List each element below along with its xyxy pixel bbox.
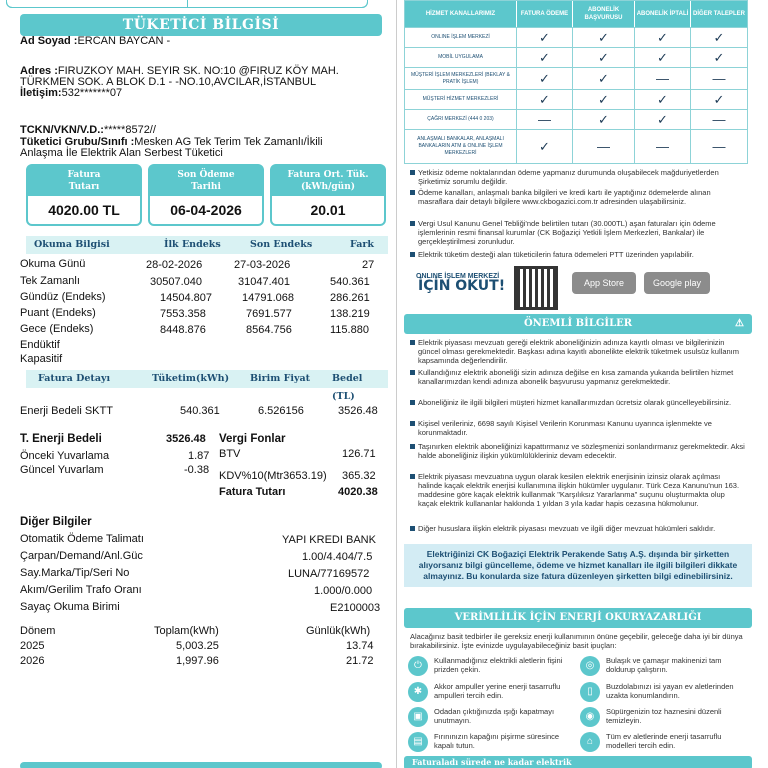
tip-item: ⏻ Kullanmadığınız elektrikli aletlerin fişini prizden çekin. xyxy=(408,654,578,680)
energy-cost-label: Enerji Bedeli SKTT xyxy=(20,405,113,417)
efficiency-intro: Alacağınız basit tedbirler ile gereksiz enerji kullanımının önüne geçebilir, geleceğe daha iyi bir dünya bırakabilirsiniz. İşte evinizde uygulayabileceğiniz basit ipuçları: xyxy=(410,632,743,650)
oven-icon: ▤ xyxy=(408,732,428,752)
due-date-value: 06-04-2026 xyxy=(170,202,242,218)
right-column xyxy=(404,0,754,768)
notice-box: Elektriğinizi CK Boğaziçi Elektrik Perakende Satış A.Ş. dışında bir şirketten alıyorsanız bilgi güncelleme, ödeme ve hizmet kanalları ile ilgili bilgileri dikkate almayınız. Bu konularda size fatura düzenleyen şirketten bilgi edinebilirsiniz. xyxy=(404,544,752,587)
plug-icon: ⏻ xyxy=(408,656,428,676)
efficiency-title: VERİMLİLİK İÇİN ENERJİ OKURYAZARLIĞI xyxy=(404,608,752,628)
group-line2: Anlaşma İle Elektrik Alan Serbest Tüketici xyxy=(20,147,223,159)
table-row: ANLAŞMALI BANKALAR, ANLAŞMALI BANKALARIN ATM & ONLINE İŞLEM MERKEZLERİ ✓ — — — xyxy=(405,129,747,163)
tip-item: ◉ Süpürgenizin toz haznesini düzenli temizleyin. xyxy=(580,705,750,731)
table-row: MÜŞTERİ HİZMET MERKEZLERİ ✓ ✓ ✓ ✓ xyxy=(405,89,747,109)
consumer-section-title: TÜKETİCİ BİLGİSİ xyxy=(20,14,382,36)
address-line1: Adres :FIRUZKOY MAH. SEYIR SK. NO:10 @FIRUZ KÖY MAH. xyxy=(20,65,339,77)
reading-header: Okuma Bilgisi İlk Endeks Son Endeks Fark xyxy=(26,236,388,254)
fridge-icon: ▯ xyxy=(580,682,600,702)
total-energy-value: 3526.48 xyxy=(166,433,206,445)
vacuum-icon: ◉ xyxy=(580,707,600,727)
invoice-total-label: Fatura Tutarı xyxy=(219,486,286,498)
app-store-badge[interactable]: App Store xyxy=(572,272,636,294)
important-item: Kullandığınız elektrik aboneliği sizin adınıza değilse en kısa zamanda yukarıda belirtilen hizmet kanallarımızdan kendi adınıza abonelik başvurusu yapmanız gerekmektedir. xyxy=(410,368,746,386)
note-item: Vergi Usul Kanunu Genel Tebliği'nde belirtilen tutarı (30.000TL) aşan faturaları için ödeme işlemlerinin resmi finansal kurumlar (CK Boğaziçi Yetkili İşlem Merkezleri, Bankalar) ile gerçekleştirilmesi zorunludur. xyxy=(410,219,746,246)
tckn-line: TCKN/VKN/V.D.:*****8572// xyxy=(20,124,156,136)
note-item: Elektrik tüketim desteği alan tüketicilerin fatura ödemeleri PTT üzerinden yapılabilir. xyxy=(410,250,746,259)
google-play-badge[interactable]: Google play xyxy=(644,272,710,294)
note-item: Ödeme kanalları, anlaşmalı banka bilgileri ve kredi kartı ile yaptığınız ödemelerde alınan masraflara dair detaylı bilgilere www.ckbogazici.com.tr adresinden ulaşabilirsiniz. xyxy=(410,188,746,206)
invoice-total-value: 4020.38 xyxy=(338,486,378,498)
reading-label: Okuma Günü xyxy=(20,258,86,270)
tip-item: ✱ Akkor ampuller yerine enerji tasarruflu ampulleri tercih edin. xyxy=(408,680,578,706)
tax-title: Vergi Fonlar xyxy=(219,433,286,445)
table-row: MOBİL UYGULAMA ✓ ✓ ✓ ✓ xyxy=(405,47,747,67)
page-divider xyxy=(396,0,397,768)
invoice-amount-box: Fatura Tutarı 4020.00 TL xyxy=(26,164,142,226)
washer-icon: ◎ xyxy=(580,656,600,676)
tip-item: ◎ Bulaşık ve çamaşır makinenizi tam doldurup çalıştırın. xyxy=(580,654,750,680)
group-line1: Tüketici Grubu/Sınıfı :Mesken AG Tek Terim Tek Zamanlı/İkili xyxy=(20,136,323,148)
tip-item: ▤ Fırınınızın kapağını pişirme süresince kapalı tutun. xyxy=(408,730,578,756)
important-item: Elektrik piyasası mevzuatına uygun olarak kesilen elektrik enerjisinin izinsiz olarak açılması halinde kaçak elektrik enerjisi kullanımına ilişkin hükümler uygulanır. Türk Ceza Kanunu'nun 163. maddesine göre kaçak elektrik kullanmak "Karşılıksız Yararlanma" suçunu oluşturmakta olup kaçak elektrik kullananlar hakkında 1 yıldan 3 yıla kadar hapis cezasına hükmolunur. xyxy=(410,472,746,508)
table-row: ONLINE İŞLEM MERKEZİ ✓ ✓ ✓ ✓ xyxy=(405,27,747,47)
scan-label: İÇİN OKUT! xyxy=(418,278,506,294)
important-item: Kişisel verileriniz, 6698 sayılı Kişisel Verilerin Korunması Kanunu uyarınca işlenmekte ve korunmaktadır. xyxy=(410,419,746,437)
important-info-title: ÖNEMLİ BİLGİLER ⚠ xyxy=(404,314,752,334)
bottom-band xyxy=(20,762,382,768)
other-info-title: Diğer Bilgiler xyxy=(20,516,92,528)
tip-item: ⌂ Tüm ev aletlerinde enerji tasarruflu modelleri tercih edin. xyxy=(580,730,750,756)
avg-consumption-box: Fatura Ort. Tük. (kWh/gün) 20.01 xyxy=(270,164,386,226)
invoice-detail-header: Fatura Detayı Tüketim(kWh) Birim Fiyat Bedel (TL) xyxy=(26,370,388,388)
tip-item: ▣ Odadan çıktığınızda ışığı kapatmayı unutmayın. xyxy=(408,705,578,731)
qr-code-icon[interactable] xyxy=(514,266,558,310)
table-row: ÇAĞRI MERKEZİ (444 0 203) — ✓ ✓ — xyxy=(405,109,747,129)
total-energy-label: T. Enerji Bedeli xyxy=(20,433,102,445)
important-item: Aboneliğiniz ile ilgili bilgileri müşteri hizmet kanallarımızdan ücretsiz olarak güncelleyebilirsiniz. xyxy=(410,398,746,407)
important-item: Diğer hususlara ilişkin elektrik piyasası mevzuatı ve ilgili diğer mevzuat hükümleri saklıdır. xyxy=(410,524,746,533)
avg-consumption-value: 20.01 xyxy=(310,202,346,218)
important-item: Elektrik piyasası mevzuatı gereği elektrik aboneliğinizin adınıza kayıtlı olması ve bilgilerinizin güncel olması gerekmektedir. Başkası adına kayıtlı abonelikte elektrik tüketmek usulsüz kullanım kapsamında değerlendirilir. xyxy=(410,338,746,365)
tip-item: ▯ Buzdolabınızı isi yayan ev aletlerinden uzakta konumlandırın. xyxy=(580,680,750,706)
phone-line: İletişim:532*******07 xyxy=(20,87,123,99)
switch-icon: ▣ xyxy=(408,707,428,727)
appliance-icon: ⌂ xyxy=(580,732,600,752)
left-column: TÜKETİCİ BİLGİSİ Ad Soyad :ERCAN BAYCAN - Adres :FIRUZKOY MAH. SEYIR SK. NO:10 @FIRUZ KÖY MAH. TÜRKMEN SOK. A BLOK D.1 - -NO.10,AVCILAR,İSTANBUL İletişim:532*******07 TCKN/VKN/V.D.:*****8572// Tüketici Grubu/Sınıfı :Mesken AG Tek Terim Tek Zamanlı/İkili Anlaşma İle Elektrik Alan Serbest Tüketici Fatura Tutarı 4020.00 TL Son Ödeme Tarihi 06-04-2026 Fatura Ort. Tük. (kWh/gün) 20.01 Okuma Bilgisi İlk Endeks Son Endeks Fark Okuma Günü 28-02-2026 27-03-2026 27 Tek Zamanlı 30507.040 31047.401 540.361 Gündüz (Endeks) 14504.807 14791.068 286.261 Puant (Endeks) 7553.358 7691.577 138.219 Gece (Endeks) 8448.876 8564.756 115.880 Endüktif Kapasitif Fatura Detayı Tüketim(kWh) Birim Fiyat Bedel (TL) Enerji Bedeli SKTT 540.361 6.526156 3526.48 T. Enerji Bedeli 3526.48 Önceki Yuvarlama 1.87 Güncel Yuvarlam -0.38 Vergi Fonlar BTV 126.71 KDV%10(Mtr3653.19) 365.32 Fatura Tutarı 4020.38 Diğer Bilgiler Otomatik Ödeme Talimatı YAPI KREDI BANK Çarpan/Demand/Anl.Güc 1.00/4.404/7.5 Say.Marka/Tip/Seri No LUNA/77169572 Akım/Gerilim Trafo Oranı 1.000/0.000 Sayaç Okuma Birimi E2100003 Dönem Toplam(kWh) Günlük(kWh) 2025 5,003.25 13.74 2026 1,997.96 21.72 xyxy=(20,0,390,768)
name-line: Ad Soyad :ERCAN BAYCAN - xyxy=(20,35,171,47)
warning-icon: ⚠ xyxy=(735,318,744,329)
due-date-box: Son Ödeme Tarihi 06-04-2026 xyxy=(148,164,264,226)
online-label: ONLINE İŞLEM MERKEZİ xyxy=(416,273,500,280)
bulb-icon: ✱ xyxy=(408,682,428,702)
important-item: Taşınırken elektrik aboneliğinizi kapattırmanız ve sözleşmenizi sonlandırmanız gerekmektedir. Aksi halde aboneliğiniz ilişkin yükümlülükleriniz devam edecektir. xyxy=(410,442,746,460)
invoice-amount-value: 4020.00 TL xyxy=(48,202,120,218)
address-line2: TÜRKMEN SOK. A BLOK D.1 - -NO.10,AVCILAR,İSTANBUL xyxy=(20,76,317,88)
note-item: Yetkisiz ödeme noktalarından ödeme yapmanız durumunda oluşabilecek mağduriyetlerden Şirketimiz sorumlu değildir. xyxy=(410,168,746,186)
service-channel-table: HİZMET KANALLARIMIZ FATURA ÖDEME ABONELİK BAŞVURUSU ABONELİK İPTALİ DİĞER TALEPLER ONLINE İŞLEM MERKEZİ ✓ ✓ ✓ ✓ MOBİL UYGULAMA ✓ ✓ ✓ ✓ MÜŞTERİ İŞLEM MERKEZLERİ (BEKLAY & PRATİK İŞLEM) ✓ ✓ — — MÜŞTERİ HİZMET MERKEZLERİ ✓ ✓ ✓ ✓ ÇAĞRI MERKEZİ (444 0 203) — ✓ ✓ — ANLAŞMALI BANKALAR, ANLAŞMALI BANKALARIN ATM & ONLINE İŞLEM MERKEZLERİ ✓ — — — xyxy=(404,0,748,164)
table-row: MÜŞTERİ İŞLEM MERKEZLERİ (BEKLAY & PRATİK İŞLEM) ✓ ✓ — — xyxy=(405,67,747,89)
efficiency-footer: Faturaladı sürede ne kadar elektrik xyxy=(404,756,752,768)
